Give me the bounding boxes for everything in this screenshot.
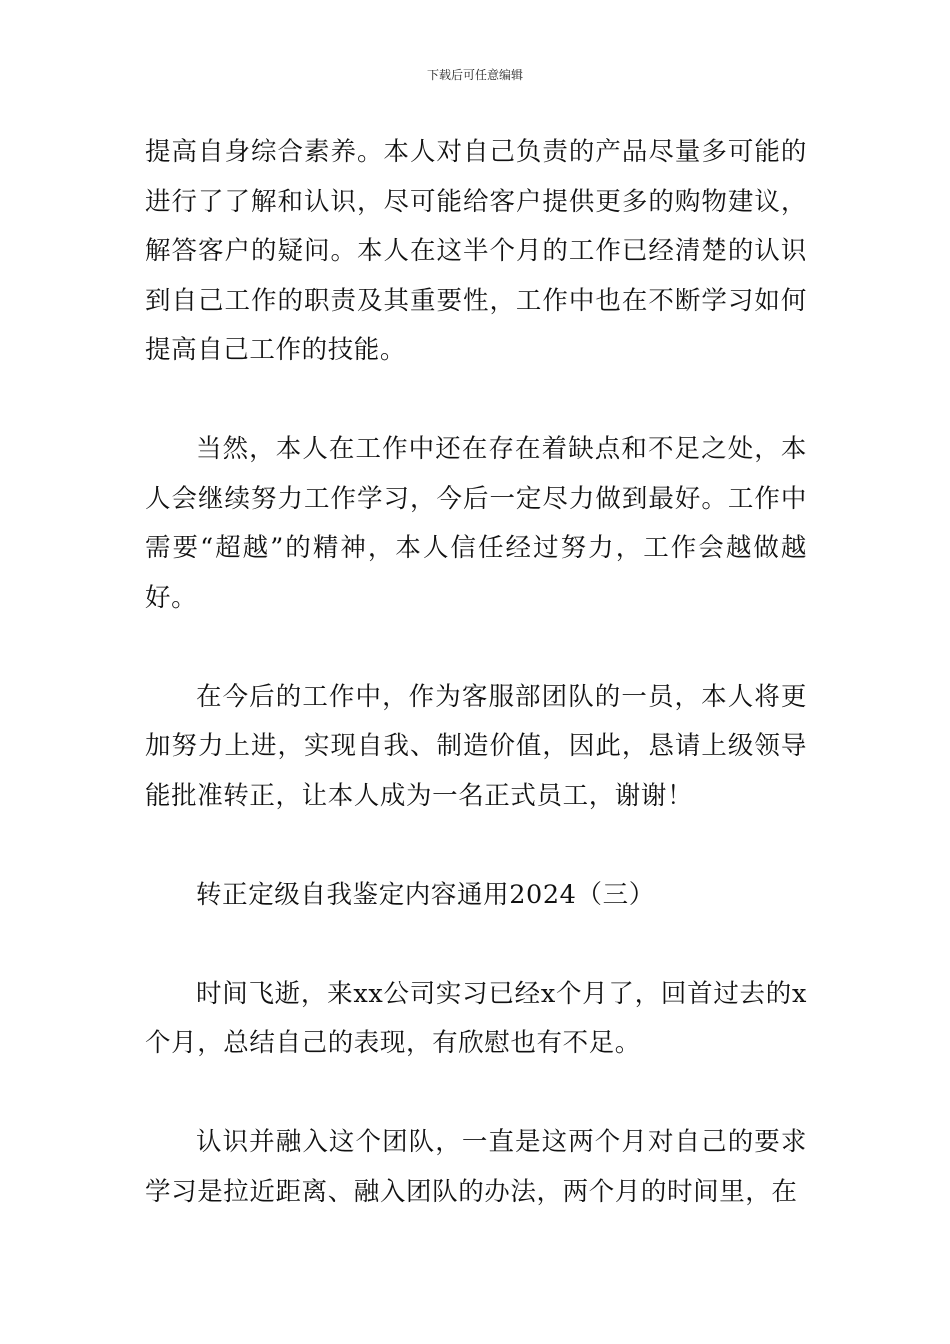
paragraph-request: 在今后的工作中，作为客服部团队的一员，本人将更加努力上进，实现自我、制造价值，因此，恳请上级领导能批准转正，让本人成为一名正式员工，谢谢！ [145, 681, 807, 811]
paragraph-gap [145, 376, 807, 426]
paragraph-gap [145, 623, 807, 673]
paragraph-continuation: 提高自身综合素养。本人对自己负责的产品尽量多可能的进行了了解和认识，尽可能给客户提供更多的购物建议，解答客户的疑问。本人在这半个月的工作已经清楚的认识到自己工作的职责及其重要性，工作中也在不断学习如何提高自己工作的技能。 [145, 137, 807, 365]
paragraph-gap [145, 821, 807, 871]
page-header-note: 下载后可任意编辑 [426, 68, 523, 82]
paragraph-gap [145, 1069, 807, 1119]
document-body [145, 128, 807, 1217]
paragraph-team: 认识并融入这个团队，一直是这两个月对自己的要求学习是拉近距离、融入团队的办法，两个月的时间里，在 [145, 1127, 807, 1207]
section-heading: 转正定级自我鉴定内容通用2024（三） [196, 879, 655, 910]
paragraph-intro: 时间飞逝，来xx公司实习已经x个月了，回首过去的x个月，总结自己的表现，有欣慰也有不足。 [145, 978, 807, 1058]
paragraph-gap [145, 920, 807, 970]
paragraph-shortcomings: 当然，本人在工作中还在存在着缺点和不足之处，本人会继续努力工作学习，今后一定尽力做到最好。工作中需要“超越”的精神，本人信任经过努力，工作会越做越好。 [145, 434, 807, 613]
